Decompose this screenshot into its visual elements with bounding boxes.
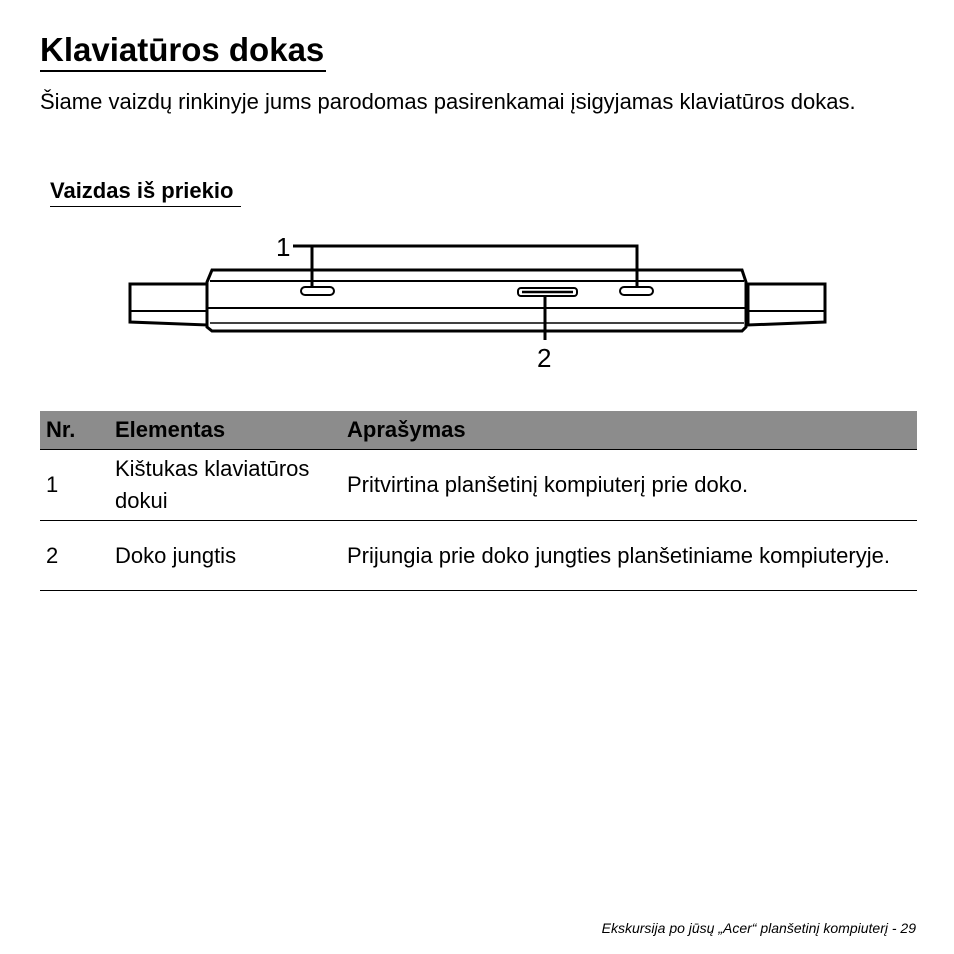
- row-element: Kištukas klaviatūros dokui: [109, 450, 341, 521]
- row-description: Prijungia prie doko jungties planšetiniame kompiuteryje.: [341, 521, 917, 591]
- dock-body: [207, 270, 746, 331]
- right-hinge-block: [748, 284, 825, 325]
- table-header-row: [40, 411, 917, 450]
- header-description: Aprašymas: [341, 411, 917, 450]
- page-title: Klaviatūros dokas: [40, 30, 326, 72]
- section-title: Vaizdas iš priekio: [50, 176, 241, 207]
- intro-paragraph: Šiame vaizdų rinkinyje jums parodomas pasirenkamai įsigyjamas klaviatūros dokas.: [40, 89, 856, 114]
- row-nr: 1: [40, 450, 109, 521]
- callout-1-label: 1: [276, 232, 291, 262]
- components-table: [40, 411, 917, 591]
- page-footer: Ekskursija po jūsų „Acer“ planšetinį kompiuterį - 29: [601, 920, 916, 936]
- header-nr: Nr.: [40, 411, 109, 450]
- callout-2-label: 2: [537, 343, 552, 373]
- dock-connector: [518, 288, 577, 296]
- dock-plug-right: [620, 287, 653, 295]
- dock-plug-left: [301, 287, 334, 295]
- row-element: Doko jungtis: [109, 521, 341, 591]
- table-row: [40, 450, 917, 521]
- keyboard-dock-front-view: [0, 225, 954, 385]
- table-row: [40, 521, 917, 591]
- row-description: Pritvirtina planšetinį kompiuterį prie doko.: [341, 450, 917, 521]
- header-element: Elementas: [109, 411, 341, 450]
- row-nr: 2: [40, 521, 109, 591]
- left-hinge-block: [130, 284, 207, 325]
